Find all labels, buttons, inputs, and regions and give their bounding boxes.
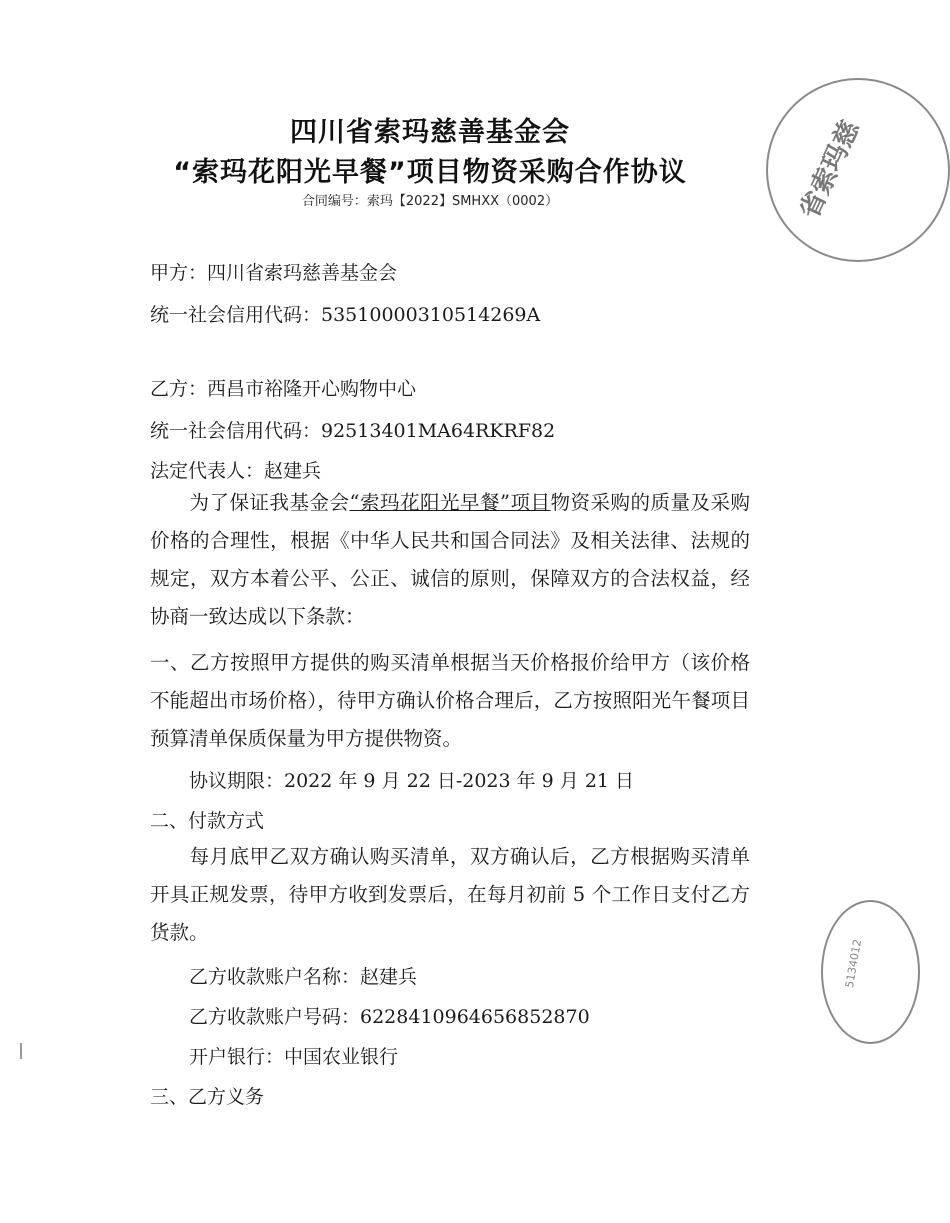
- party-b-credit-code: 统一社会信用代码：92513401MA64RKRF82: [150, 420, 556, 442]
- party-b-name: 乙方：西昌市裕隆开心购物中心: [150, 378, 417, 400]
- intro-text-2: 物资采购的质量及采购价格的合理性，根据《中华人民共和国合同法》及相关法律、法规的规定，双方本着公平、公正、诚信的原则，保障双方的合法权益，经协商一致达成以下条款：: [150, 491, 750, 628]
- intro-project-name: “索玛花阳光早餐”项目: [349, 491, 551, 514]
- scan-mark: [20, 1043, 22, 1059]
- party-b-legal-rep: 法定代表人：赵建兵: [150, 460, 322, 482]
- account-name: 乙方收款账户名称：赵建兵: [189, 966, 418, 988]
- intro-text-1: 为了保证我基金会: [189, 491, 350, 514]
- clause-1-text: 一、乙方按照甲方提供的购买清单根据当天价格报价给甲方（该价格不能超出市场价格），待甲方确认价格合理后，乙方按照阳光午餐项目预算清单保质保量为甲方提供物资。: [150, 651, 750, 750]
- intro-paragraph: [150, 484, 750, 636]
- seal-text: 5134012: [842, 938, 865, 989]
- clause-3-heading: 三、乙方义务: [150, 1086, 265, 1108]
- clause-2-heading: 二、付款方式: [150, 810, 265, 832]
- clause-2-paragraph: [150, 838, 750, 952]
- seal-text: 省索玛慈: [794, 116, 866, 224]
- agreement-term: 协议期限：2022 年 9 月 22 日-2023 年 9 月 21 日: [189, 770, 635, 792]
- document-title-line1: 四川省索玛慈善基金会: [290, 117, 570, 148]
- clause-1-paragraph: [150, 644, 750, 758]
- official-seal-bottom: [821, 900, 920, 1044]
- account-number: 乙方收款账户号码：6228410964656852870: [189, 1006, 590, 1028]
- bank-name: 开户银行：中国农业银行: [189, 1046, 399, 1068]
- clause-2-text: 每月底甲乙双方确认购买清单，双方确认后，乙方根据购买清单开具正规发票，待甲方收到发票后，在每月初前 5 个工作日支付乙方货款。: [150, 845, 750, 944]
- party-a-name: 甲方：四川省索玛慈善基金会: [150, 262, 398, 284]
- contract-number: 合同编号：索玛【2022】SMHXX（0002）: [301, 194, 559, 209]
- document-title-line2: “索玛花阳光早餐”项目物资采购合作协议: [173, 157, 687, 188]
- party-a-credit-code: 统一社会信用代码：53510000310514269A: [150, 304, 541, 326]
